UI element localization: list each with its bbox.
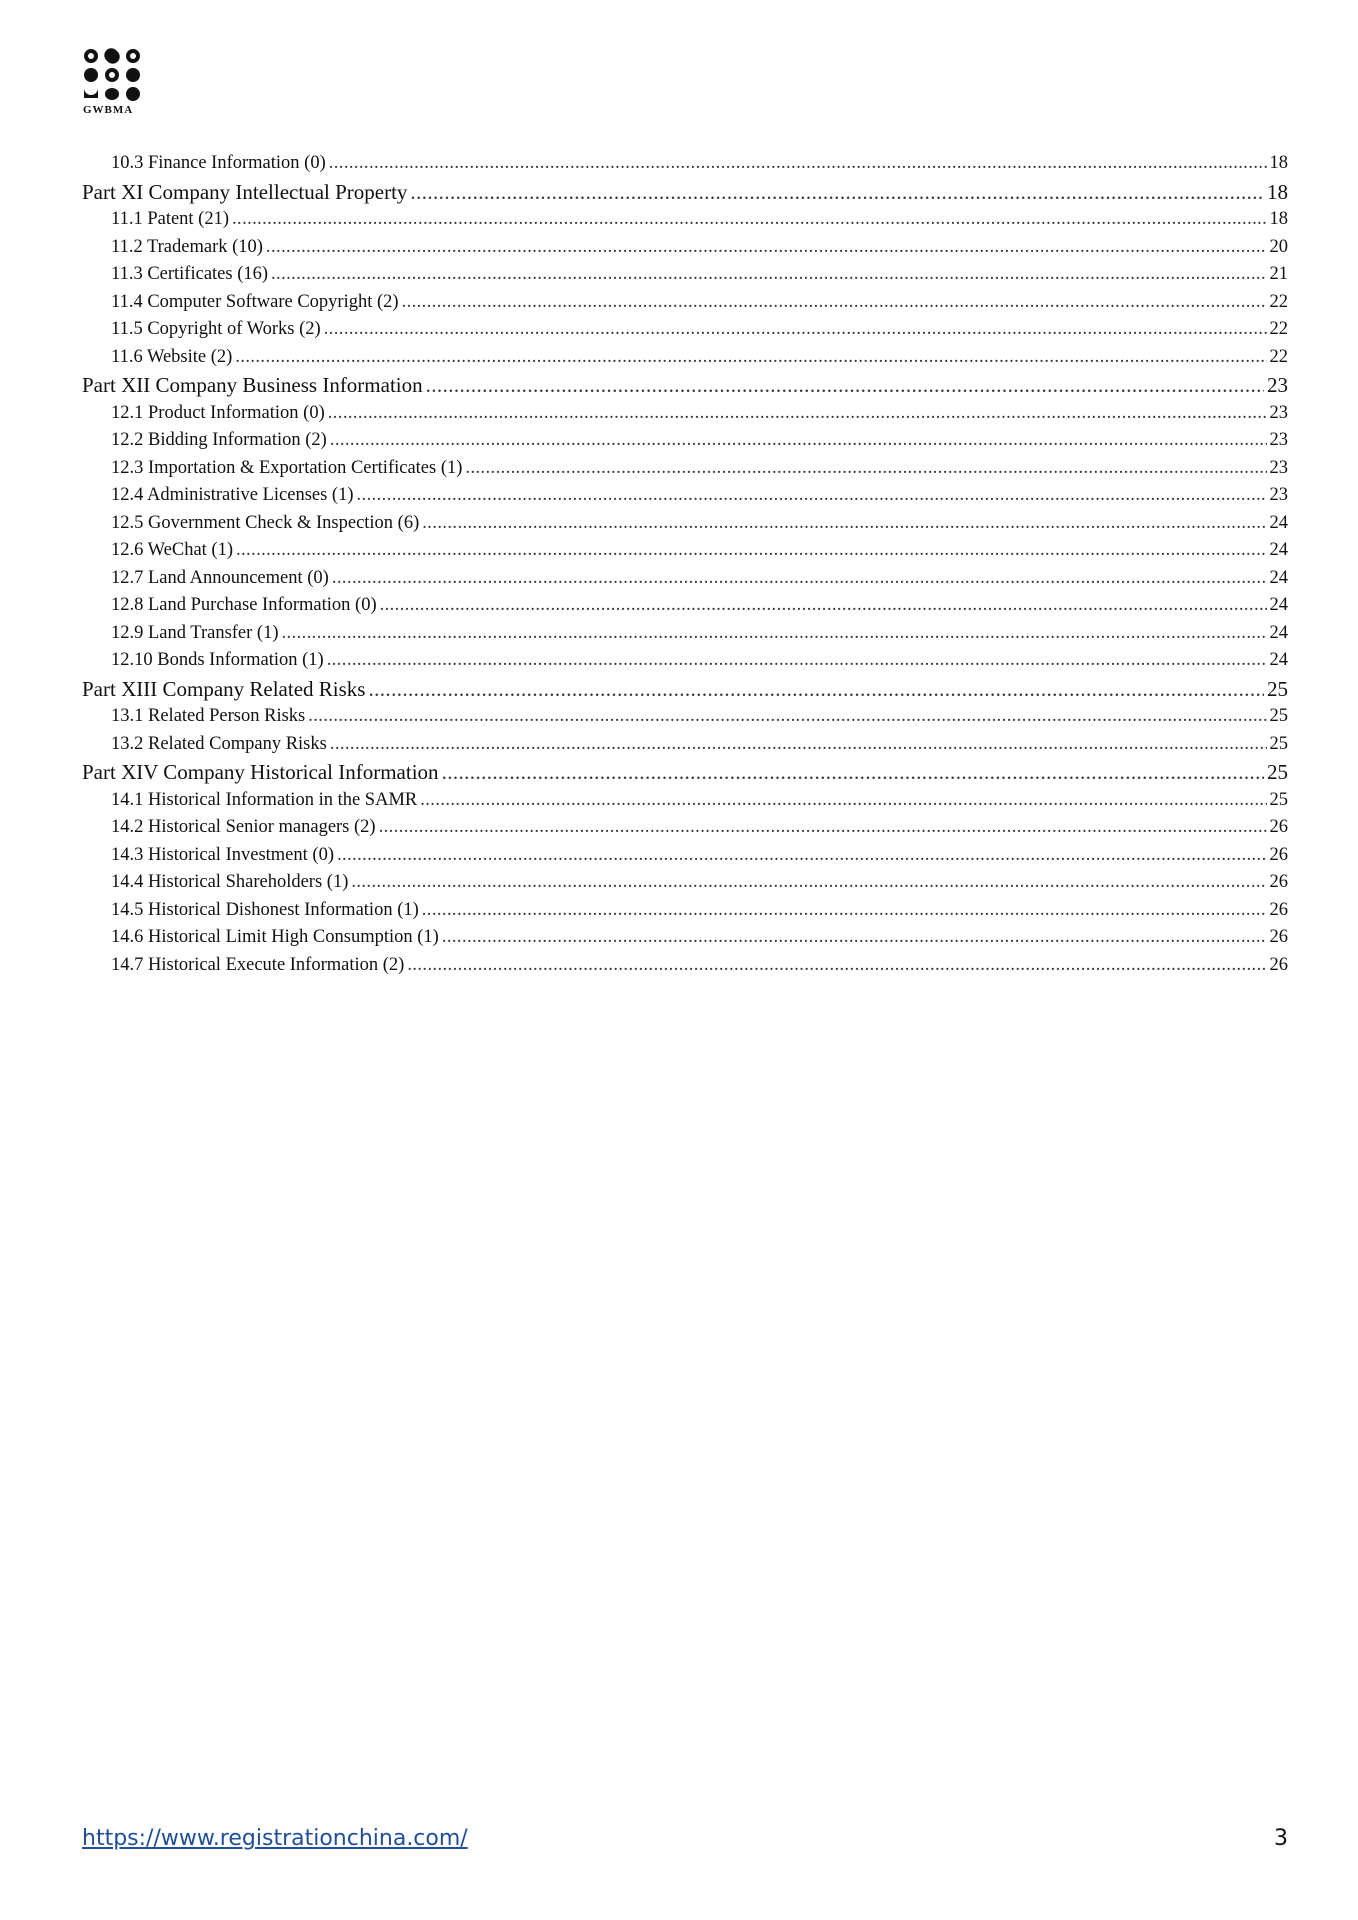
toc-entry-page: 23 [1269,485,1288,505]
toc-leader-dots [332,565,1267,593]
toc-leader-dots [465,455,1266,483]
toc-entry-label: 14.5 Historical Dishonest Information (1) [111,899,419,920]
toc-leader-dots [266,234,1267,262]
toc-leader-dots [271,261,1266,289]
toc-entry-label: 13.1 Related Person Risks [111,706,306,726]
toc-entry[interactable] [82,647,1288,675]
logo-text: GWBMA [83,104,134,116]
toc-entry-page: 21 [1269,264,1288,284]
footer-website-link[interactable]: https://www.registrationchina.com/ [82,1826,468,1851]
toc-entry[interactable] [82,206,1288,234]
toc-entry[interactable] [82,289,1288,317]
toc-entry-page: 26 [1269,927,1288,947]
toc-entry-page: 22 [1269,291,1288,312]
toc-leader-dots [420,787,1266,815]
toc-entry-page: 25 [1269,706,1288,726]
toc-entry-label: 14.1 Historical Information in the SAMR [111,789,418,810]
toc-leader-dots [357,482,1267,510]
toc-entry-page: 24 [1269,512,1288,533]
toc-entry-label: Part XIV Company Historical Information [82,760,439,784]
toc-entry-label: 12.1 Product Information (0) [111,402,325,423]
toc-leader-dots [442,758,1264,787]
toc-entry-page: 20 [1269,236,1288,257]
toc-entry-label: 12.5 Government Check & Inspection (6) [111,512,420,533]
toc-entry[interactable] [82,787,1288,815]
toc-entry-page: 18 [1269,209,1288,229]
toc-entry-label: 10.3 Finance Information (0) [111,153,326,173]
toc-entry-label: 11.1 Patent (21) [111,209,230,229]
toc-entry-page: 24 [1269,650,1288,670]
toc-entry-page: 24 [1269,567,1288,588]
toc-entry-label: 14.7 Historical Execute Information (2) [111,954,405,975]
toc-entry-label: 12.9 Land Transfer (1) [111,622,279,643]
toc-entry-page: 25 [1267,760,1288,784]
toc-entry-page: 26 [1269,844,1288,865]
table-of-contents [82,150,1288,979]
toc-entry-label: 14.6 Historical Limit High Consumption (1) [111,927,439,947]
toc-entry-label: 12.2 Bidding Information (2) [111,430,327,450]
toc-leader-dots [328,400,1267,428]
toc-leader-dots [379,814,1267,842]
toc-entry-label: 12.10 Bonds Information (1) [111,650,324,670]
toc-entry-page: 23 [1269,430,1288,450]
toc-entry[interactable] [82,924,1288,952]
toc-part-entry[interactable] [82,675,1288,704]
toc-entry[interactable] [82,316,1288,344]
toc-entry-page: 24 [1269,540,1288,560]
toc-part-entry[interactable] [82,178,1288,207]
toc-entry-label: 11.3 Certificates (16) [111,264,269,284]
toc-entry-label: 14.4 Historical Shareholders (1) [111,872,349,892]
toc-leader-dots [324,316,1267,344]
toc-leader-dots [232,206,1266,234]
toc-entry[interactable] [82,510,1288,538]
toc-leader-dots [282,620,1267,648]
toc-entry[interactable] [82,814,1288,842]
toc-entry-page: 25 [1267,676,1288,701]
toc-entry[interactable] [82,344,1288,372]
toc-entry-label: 14.3 Historical Investment (0) [111,844,334,865]
toc-entry-label: 12.6 WeChat (1) [111,540,233,560]
toc-entry-label: 11.5 Copyright of Works (2) [111,319,321,339]
toc-entry-page: 18 [1269,153,1288,173]
toc-entry-page: 23 [1267,373,1288,397]
toc-part-entry[interactable] [82,371,1288,400]
toc-leader-dots [410,178,1264,207]
toc-entry[interactable] [82,731,1288,759]
toc-leader-dots [330,731,1267,759]
toc-leader-dots [327,647,1267,675]
toc-entry[interactable] [82,703,1288,731]
toc-leader-dots [380,592,1267,620]
toc-entry-page: 24 [1269,622,1288,643]
toc-entry-label: Part XII Company Business Information [82,373,423,397]
toc-entry-page: 22 [1269,346,1288,367]
toc-entry[interactable] [82,234,1288,262]
toc-entry[interactable] [82,952,1288,980]
page-number: 3 [1274,1826,1288,1851]
toc-entry-label: 12.8 Land Purchase Information (0) [111,595,377,615]
toc-entry-page: 24 [1269,595,1288,615]
toc-entry[interactable] [82,842,1288,870]
toc-entry[interactable] [82,537,1288,565]
gwbma-logo-icon [82,48,142,102]
toc-leader-dots [402,289,1267,317]
toc-entry-label: 12.4 Administrative Licenses (1) [111,485,354,505]
toc-entry-page: 18 [1267,179,1288,204]
toc-entry-label: Part XI Company Intellectual Property [82,179,408,204]
toc-entry-label: Part XIII Company Related Risks [82,676,366,701]
toc-entry[interactable] [82,592,1288,620]
toc-leader-dots [329,150,1267,178]
toc-entry-label: 13.2 Related Company Risks [111,733,327,754]
company-logo [80,48,146,116]
toc-entry[interactable] [82,620,1288,648]
toc-entry-page: 26 [1269,872,1288,892]
toc-leader-dots [337,842,1267,870]
toc-entry[interactable] [82,565,1288,593]
toc-leader-dots [236,537,1267,565]
toc-entry[interactable] [82,869,1288,897]
toc-leader-dots [422,897,1267,925]
toc-entry[interactable] [82,482,1288,510]
toc-entry-label: 12.3 Importation & Exportation Certificates (1) [111,457,463,478]
toc-entry-page: 22 [1269,319,1288,339]
toc-leader-dots [426,371,1264,400]
toc-entry[interactable] [82,261,1288,289]
toc-entry-page: 26 [1269,899,1288,920]
toc-entry-page: 23 [1269,402,1288,423]
toc-entry-page: 26 [1269,954,1288,975]
toc-entry-page: 23 [1269,457,1288,478]
toc-entry-label: 12.7 Land Announcement (0) [111,567,329,588]
toc-leader-dots [442,924,1267,952]
toc-entry[interactable] [82,897,1288,925]
toc-part-entry[interactable] [82,758,1288,787]
toc-entry-label: 11.4 Computer Software Copyright (2) [111,291,399,312]
toc-leader-dots [330,427,1267,455]
toc-entry-page: 25 [1269,733,1288,754]
toc-leader-dots [235,344,1266,372]
toc-leader-dots [422,510,1266,538]
toc-entry[interactable] [82,400,1288,428]
toc-entry-page: 26 [1269,817,1288,837]
toc-entry-label: 14.2 Historical Senior managers (2) [111,817,376,837]
toc-leader-dots [368,675,1264,704]
toc-entry[interactable] [82,150,1288,178]
toc-leader-dots [407,952,1266,980]
toc-entry-label: 11.6 Website (2) [111,346,233,367]
toc-entry[interactable] [82,455,1288,483]
toc-entry-label: 11.2 Trademark (10) [111,236,263,257]
toc-entry-page: 25 [1269,789,1288,810]
toc-leader-dots [351,869,1266,897]
toc-entry[interactable] [82,427,1288,455]
toc-leader-dots [308,703,1266,731]
